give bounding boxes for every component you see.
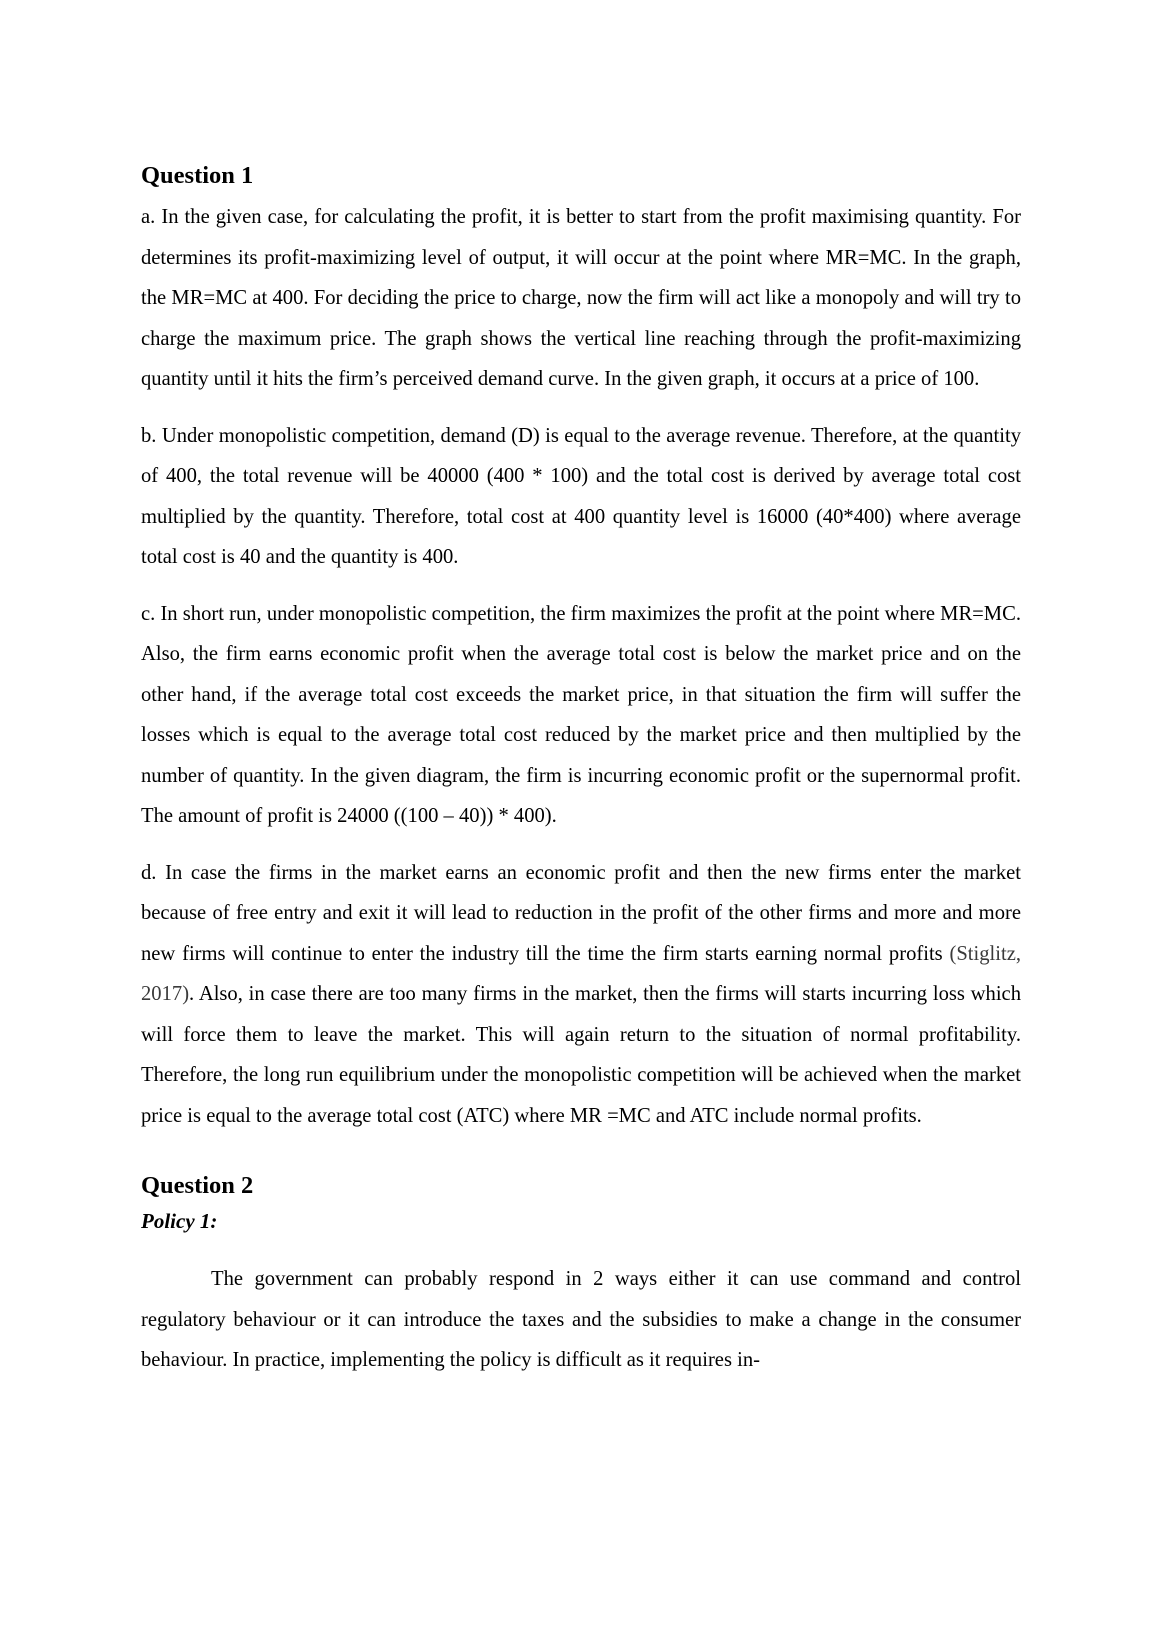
answer-d-paragraph — [141, 853, 1021, 1137]
answer-b-paragraph: b. Under monopolistic competition, demand (D) is equal to the average revenue. Therefore, at the quantity of 400, the total revenue will be 40000 (400 * 100) and the total cost is derived by average total cost multiplied by the quantity. Therefore, total cost at 400 quantity level is 16000 (40*400) where average total cost is 40 and the quantity is 400. — [141, 424, 1021, 568]
citation-stiglitz: (Stiglitz, 2017) — [141, 942, 1021, 1005]
answer-d-text-start: d. In case the firms in the market earns an economic profit and then the new firms enter the market because of free entry and exit it will lead to reduction in the profit of the other firms and more and more new firms will continue to enter the industry till the time the firm starts earning normal profits — [141, 861, 1021, 965]
question-2-heading: Question 2 — [141, 1172, 254, 1199]
answer-d-text-end: . Also, in case there are too many firms in the market, then the firms will starts incurring loss which will force them to leave the market. This will again return to the situation of normal profitability. Therefore, the long run equilibrium under the monopolistic competition will be achieved when the market price is equal to the average total cost (ATC) where MR =MC and ATC include normal profits. — [141, 983, 1021, 1127]
answer-a-paragraph: a. In the given case, for calculating the profit, it is better to start from the profit maximising quantity. For determines its profit-maximizing level of output, it will occur at the point where MR=MC. In the graph, the MR=MC at 400. For deciding the price to charge, now the firm will act like a monopoly and will try to charge the maximum price. The graph shows the vertical line reaching through the profit-maximizing quantity until it hits the firm’s perceived demand curve. In the given graph, it occurs at a price of 100. — [141, 206, 1021, 390]
policy-1-paragraph: The government can probably respond in 2 ways either it can use command and control regulatory behaviour or it can introduce the taxes and the subsidies to make a change in the consumer behaviour. In practice, implementing the policy is difficult as it requires in- — [141, 1268, 1021, 1371]
question-1-heading: Question 1 — [141, 162, 254, 189]
document-page — [141, 160, 1021, 1381]
policy-1-heading: Policy 1: — [141, 1209, 218, 1233]
answer-c-paragraph: c. In short run, under monopolistic competition, the firm maximizes the profit at the point where MR=MC. Also, the firm earns economic profit when the average total cost is below the market price and on the other hand, if the average total cost exceeds the market price, in that situation the firm will suffer the losses which is equal to the average total cost reduced by the market price and then multiplied by the number of quantity. In the given diagram, the firm is incurring economic profit or the supernormal profit. The amount of profit is 24000 ((100 – 40)) * 400). — [141, 602, 1021, 827]
